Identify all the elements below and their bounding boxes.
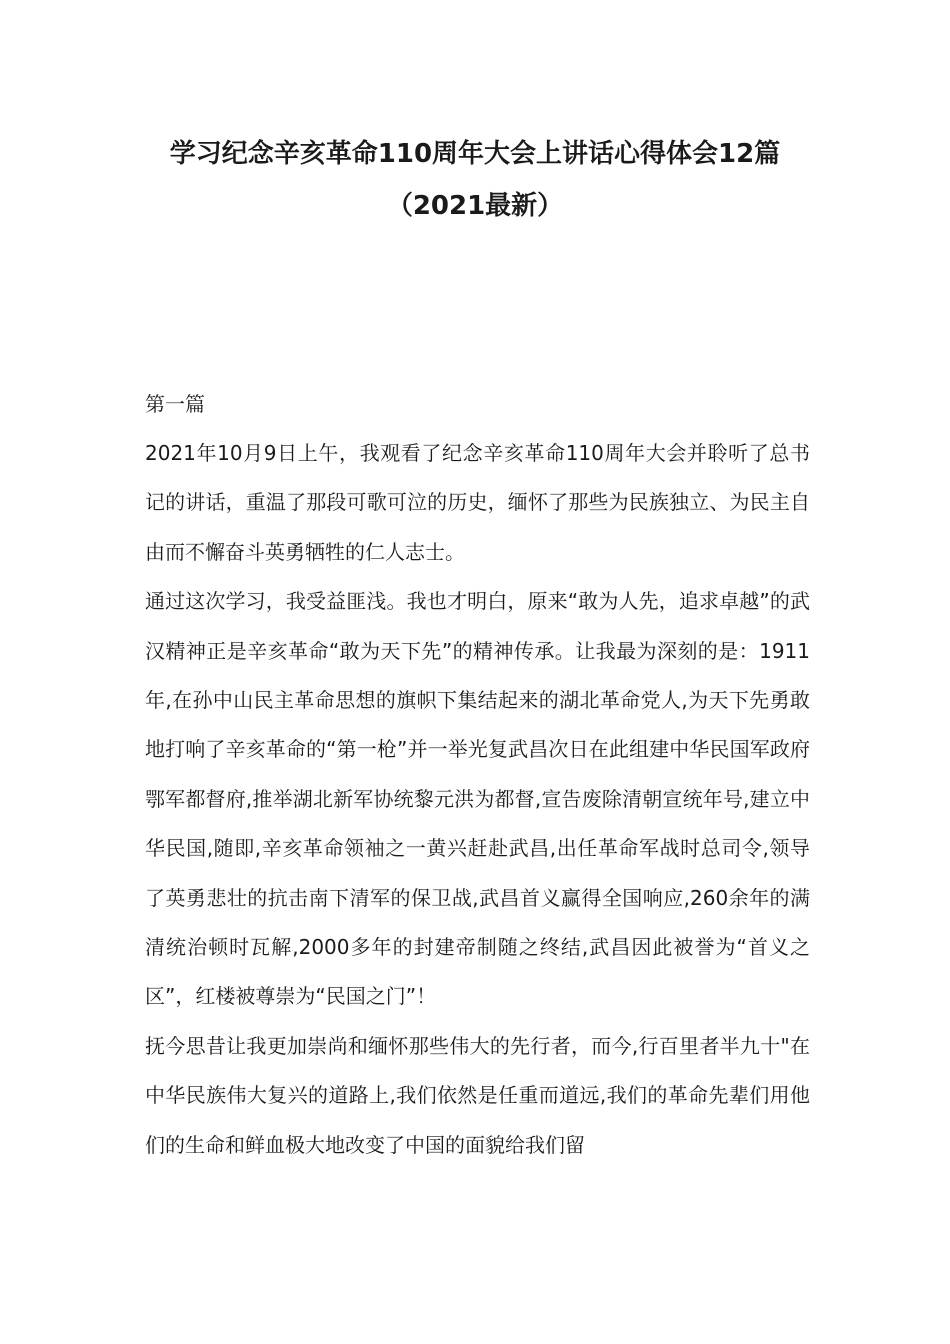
document-title: 学习纪念辛亥革命110周年大会上讲话心得体会12篇（2021最新）: [169, 139, 781, 221]
document-body: [145, 380, 810, 1170]
section-heading: 第一篇: [145, 392, 205, 416]
paragraph-3: 抚今思昔让我更加崇尚和缅怀那些伟大的先行者，而今,行百里者半九十"在中华民族伟大复兴的道路上,我们依然是任重而道远,我们的革命先辈们用他们的生命和鲜血极大地改变了中国的面貌给我们留: [145, 1033, 810, 1157]
paragraph-1: 2021年10月9日上午，我观看了纪念辛亥革命110周年大会并聆听了总书记的讲话，重温了那段可歌可泣的历史，缅怀了那些为民族独立、为民主自由而不懈奋斗英勇牺牲的仁人志士。: [145, 441, 810, 564]
paragraph-2: 通过这次学习，我受益匪浅。我也才明白，原来“敢为人先，追求卓越”的武汉精神正是辛亥革命“敢为天下先”的精神传承。让我最为深刻的是：1911年,在孙中山民主革命思想的旗帜下集结起来的湖北革命党人,为天下先勇敢地打响了辛亥革命的“第一枪”并一举光复武昌次日在此组建中华民国军政府鄂军都督府,推举湖北新军协统黎元洪为都督,宣告废除清朝宣统年号,建立中华民国,随即,辛亥革命领袖之一黄兴赶赴武昌,出任革命军战时总司令,领导了英勇悲壮的抗击南下清军的保卫战,武昌首义赢得全国响应,260余年的满清统治顿时瓦解,2000多年的封建帝制随之终结,武昌因此被誉为“首义之区”，红楼被尊崇为“民国之门”！: [145, 589, 810, 1009]
